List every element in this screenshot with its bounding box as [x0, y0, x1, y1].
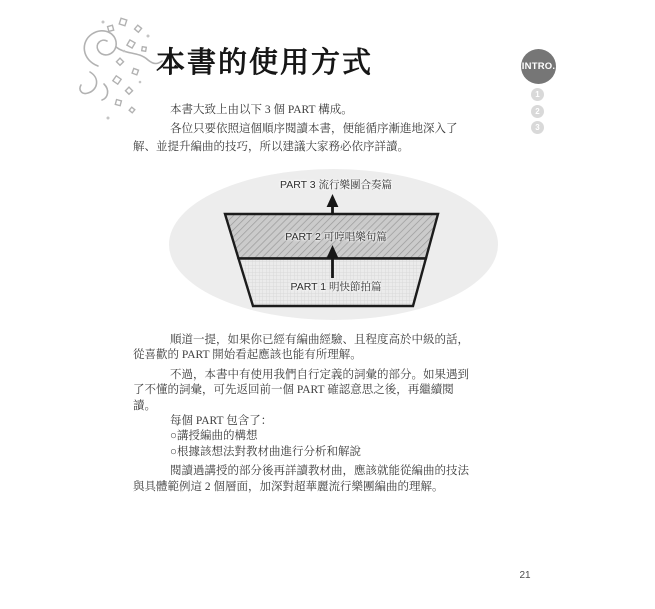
intro-paragraph-line: 解、並提升編曲的技巧，所以建議大家務必依序詳讀。: [133, 141, 409, 153]
body-paragraph-line: 與具體範例這 2 個層面，加深對超華麗流行樂團編曲的理解。: [133, 480, 444, 493]
chapter-tab-2: 2: [531, 105, 544, 118]
chapter-tab-3: 3: [531, 121, 544, 134]
body-list-item: ○講授編曲的構想: [170, 430, 258, 443]
body-paragraph-line: 了不懂的詞彙，可先返回前一個 PART 確認意思之後，再繼續閱: [133, 384, 454, 397]
intro-badge: INTRO.: [521, 49, 556, 84]
part3-label: PART 3 流行樂團合奏篇: [279, 179, 393, 191]
page-number: 21: [519, 570, 531, 581]
body-paragraphs: [133, 333, 483, 495]
body-paragraph-line: 閱讀過講授的部分後再詳讀教材曲，應該就能從編曲的技法: [170, 465, 469, 478]
intro-paragraph-line: 本書大致上由以下 3 個 PART 構成。: [170, 104, 353, 116]
body-list-item: ○根據該想法對教材曲進行分析和解說: [170, 445, 361, 458]
intro-paragraph-line: 各位只要依照這個順序閱讀本書，便能循序漸進地深入了: [170, 122, 458, 135]
intro-paragraph: [133, 101, 478, 157]
part2-label: PART 2 可哼唱樂句篇: [285, 231, 387, 243]
body-paragraph-line: 從喜歡的 PART 開始看起應該也能有所理解。: [133, 349, 362, 362]
body-paragraph-line: 順道一提，如果你已經有編曲經驗、且程度高於中級的話，: [170, 334, 469, 346]
chapter-tab-1: 1: [531, 88, 544, 101]
body-paragraph-line: 不過，本書中有使用我們自行定義的詞彙的部分。如果遇到: [170, 368, 469, 381]
body-paragraph-line: 每個 PART 包含了：: [170, 415, 273, 428]
part1-label: PART 1 明快節拍篇: [290, 281, 382, 293]
page-title: 本書的使用方式: [156, 47, 374, 79]
body-paragraph-line: 讀。: [133, 399, 156, 412]
